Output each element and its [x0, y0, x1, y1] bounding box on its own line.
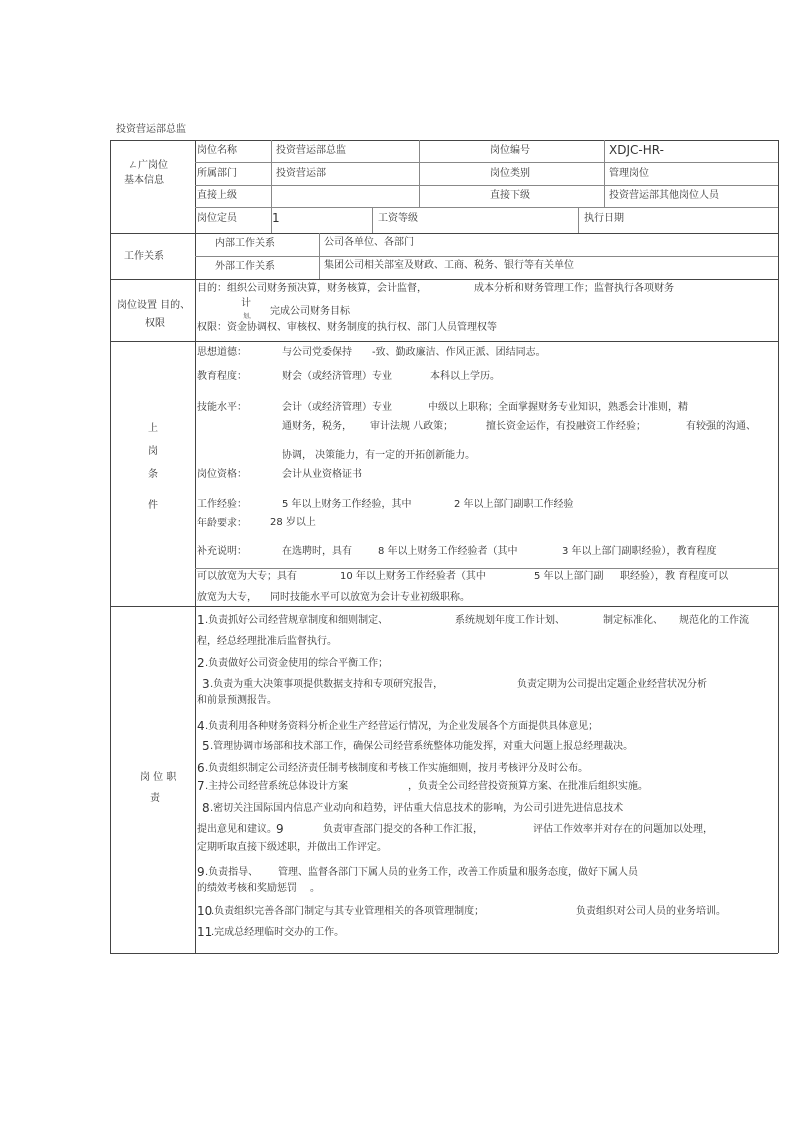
education-a: 财会（或经济管理）专业 — [282, 371, 392, 382]
note-a: 在选聘时，具有 — [282, 546, 352, 557]
purpose-label-line2: 权限 — [145, 318, 165, 329]
skill-e: 擅长资金运作，有投融资工作经验； — [486, 421, 646, 432]
note-c: 3 年以上部门副职经验），教育程度 — [562, 546, 717, 557]
skill-g: 协调， 决策能力，有一定的开拓创新能力。 — [282, 450, 476, 461]
note-f2: 职经验），教 育程度可以 — [620, 571, 729, 582]
position-code-label: 岗位编号 — [490, 145, 530, 156]
skill-f: 有较强的沟通、 — [686, 421, 756, 432]
duty-9-c: 的绩效考核和奖励惩罚 — [197, 883, 297, 894]
duty-6-a: .负责组织制定公司经济责任制考核制度和考核工作实施细则，按月考核评分及时公布。 — [205, 763, 589, 774]
duty-8-a: .密切关注国际国内信息产业动向和趋势，评估重大信息技术的影响，为公司引进先进信息技术 — [210, 803, 624, 814]
category-label: 岗位类别 — [490, 168, 530, 179]
duty-5-a: .管理协调市场部和技术部工作，确保公司经营系统整体功能发挥，对重大问题上报总经理裁决。 — [210, 741, 634, 752]
skill-d: 审计法规 八政策； — [370, 421, 454, 432]
purpose-line2c: 完成公司财务目标 — [270, 306, 350, 317]
age-value: 28 岁以上 — [270, 517, 316, 528]
duty-8-number: 8 — [202, 801, 210, 815]
duty-11-a: .完成总经理临时交办的工作。 — [211, 927, 345, 938]
authority-line: 权限：资金协调权、审核权、财务制度的执行权、部门人员管理权等 — [197, 322, 497, 333]
note-g: 放宽为大专， — [197, 592, 257, 603]
duty-9-number: 9 — [197, 865, 205, 879]
purpose-line1b: 成本分析和财务管理工作；监督执行各项财务 — [474, 283, 674, 294]
age-label: 年龄要求： — [197, 518, 247, 529]
duty-10-a: .负责组织完善各部门制定与其专业管理相关的各项管理制度； — [211, 906, 485, 917]
note-f: 5 年以上部门副 — [534, 571, 604, 582]
skill-a: 会计（或经济管理）专业 — [282, 402, 392, 413]
certificate-label: 岗位资格： — [197, 469, 247, 480]
purpose-label-line1: 岗位设置 目的、 — [117, 300, 191, 311]
category-value: 管理岗位 — [609, 168, 649, 179]
ideology-b: -致、勤政廉洁、作风正派、团结同志。 — [372, 347, 546, 358]
headcount-value: 1 — [272, 211, 280, 225]
note-e: 10 年以上财务工作经验者（其中 — [340, 571, 486, 582]
ideology-label: 思想道德： — [197, 347, 247, 358]
effective-date-label: 执行日期 — [584, 213, 624, 224]
duty-9-d: 。 — [310, 883, 320, 894]
duty-2-a: .负责做好公司资金使用的综合平衡工作； — [205, 658, 389, 669]
duty-1-d: 规范化的工作流 — [679, 615, 749, 626]
duty-8-c: 9 — [276, 822, 284, 836]
note-h: 同时技能水平可以放宽为会计专业初级职称。 — [270, 592, 470, 603]
subordinate-value: 投资营运部其他岗位人员 — [609, 190, 719, 201]
duty-3-number: 3 — [202, 677, 210, 691]
duty-1-c: 制定标准化、 — [603, 615, 663, 626]
duty-1-e: 程，经总经理批准后监督执行。 — [197, 636, 337, 647]
internal-relations-value: 公司各单位、各部门 — [324, 237, 414, 248]
education-b: 本科以上学历。 — [430, 371, 500, 382]
duty-1-b: 系统规划年度工作计划、 — [455, 615, 565, 626]
duty-3-c: 和前景预测报告。 — [197, 695, 277, 706]
duty-8-f: 定期听取直接下级述职，并做出工作评定。 — [197, 842, 387, 853]
salary-grade-label: 工资等级 — [378, 213, 418, 224]
purpose-line1a: 目的：组织公司财务预决算，财务核算，会计监督， — [197, 283, 427, 294]
position-name-label: 岗位名称 — [197, 145, 237, 156]
position-code-value: XDJC-HR- — [609, 143, 664, 157]
position-name-value: 投资营运部总监 — [276, 145, 346, 156]
department-label: 所属部门 — [197, 168, 237, 179]
duty-2-number: 2 — [197, 656, 205, 670]
qual-char-1: 上 — [148, 423, 158, 434]
superior-label: 直接上级 — [197, 190, 237, 201]
note-label: 补充说明： — [197, 546, 247, 557]
purpose-line2b: 划， — [243, 313, 256, 320]
duty-5-number: 5 — [202, 739, 210, 753]
duty-8-d: 负责审查部门提交的各种工作汇报， — [323, 824, 483, 835]
duty-10-number: 10 — [197, 904, 213, 918]
relations-label: 工作关系 — [124, 251, 164, 262]
duty-9-b: 管理、监督各部门下属人员的业务工作，改善工作质量和服务态度，做好下属人员 — [278, 867, 638, 878]
note-d: 可以放宽为大专；具有 — [197, 571, 297, 582]
purpose-line2a: 计 — [241, 298, 251, 309]
ideology-a: 与公司党委保持 — [282, 347, 352, 358]
duty-6-number: 6 — [197, 761, 205, 775]
skill-label: 技能水平： — [197, 402, 247, 413]
experience-label: 工作经验： — [197, 499, 247, 510]
duties-label-line2: 责 — [150, 793, 160, 804]
duty-9-a: .负责指导、 — [205, 867, 259, 878]
headcount-label: 岗位定员 — [197, 213, 237, 224]
external-relations-label: 外部工作关系 — [215, 261, 275, 272]
experience-a: 5 年以上财务工作经验，其中 — [282, 499, 412, 510]
duty-7-a: .主持公司经营系统总体设计方案 — [205, 781, 349, 792]
qual-char-3: 条 — [148, 469, 158, 480]
department-value: 投资营运部 — [276, 168, 326, 179]
skill-c: 通财务，税务， — [282, 421, 352, 432]
document-title: 投资营运部总监 — [116, 124, 186, 135]
certificate-value: 会计从业资格证书 — [282, 469, 362, 480]
external-relations-value: 集团公司相关部室及财政、工商、税务、银行等有关单位 — [324, 260, 574, 271]
basic-info-label-line2: 基本信息 — [124, 175, 164, 186]
duty-7-number: 7 — [197, 779, 205, 793]
duty-8-e: 评估工作效率并对存在的问题加以处理， — [533, 824, 713, 835]
skill-b: 中级以上职称；全面掌握财务专业知识，熟悉会计准则，精 — [428, 402, 688, 413]
duty-4-number: 4 — [197, 719, 205, 733]
duties-label-line1: 岗 位 职 — [140, 772, 177, 783]
duty-10-b: 负责组织对公司人员的业务培训。 — [576, 906, 726, 917]
duty-8-b: 提出意见和建议。 — [197, 824, 277, 835]
duty-7-b: ，负责全公司经营投资预算方案、在批准后组织实施。 — [408, 781, 648, 792]
subordinate-label: 直接下级 — [490, 190, 530, 201]
qual-char-2: 岗 — [148, 446, 158, 457]
duty-1-a: .负责抓好公司经营规章制度和细则制定、 — [205, 615, 389, 626]
experience-b: 2 年以上部门副职工作经验 — [454, 499, 574, 510]
duty-1-number: 1 — [197, 613, 205, 627]
note-b: 8 年以上财务工作经验者（其中 — [378, 546, 518, 557]
duty-11-number: 11 — [197, 925, 213, 939]
qual-char-4: 件 — [148, 500, 158, 511]
duty-3-a: .负责为重大决策事项提供数据支持和专项研究报告， — [210, 679, 444, 690]
duty-3-b: 负责定期为公司提出定题企业经营状况分析 — [517, 679, 707, 690]
education-label: 教育程度： — [197, 371, 247, 382]
internal-relations-label: 内部工作关系 — [215, 238, 275, 249]
duty-4-a: .负责利用各种财务资料分析企业生产经营运行情况，为企业发展各个方面提供具体意见； — [205, 721, 599, 732]
basic-info-label-line1: ㄥ广岗位 — [128, 160, 168, 171]
